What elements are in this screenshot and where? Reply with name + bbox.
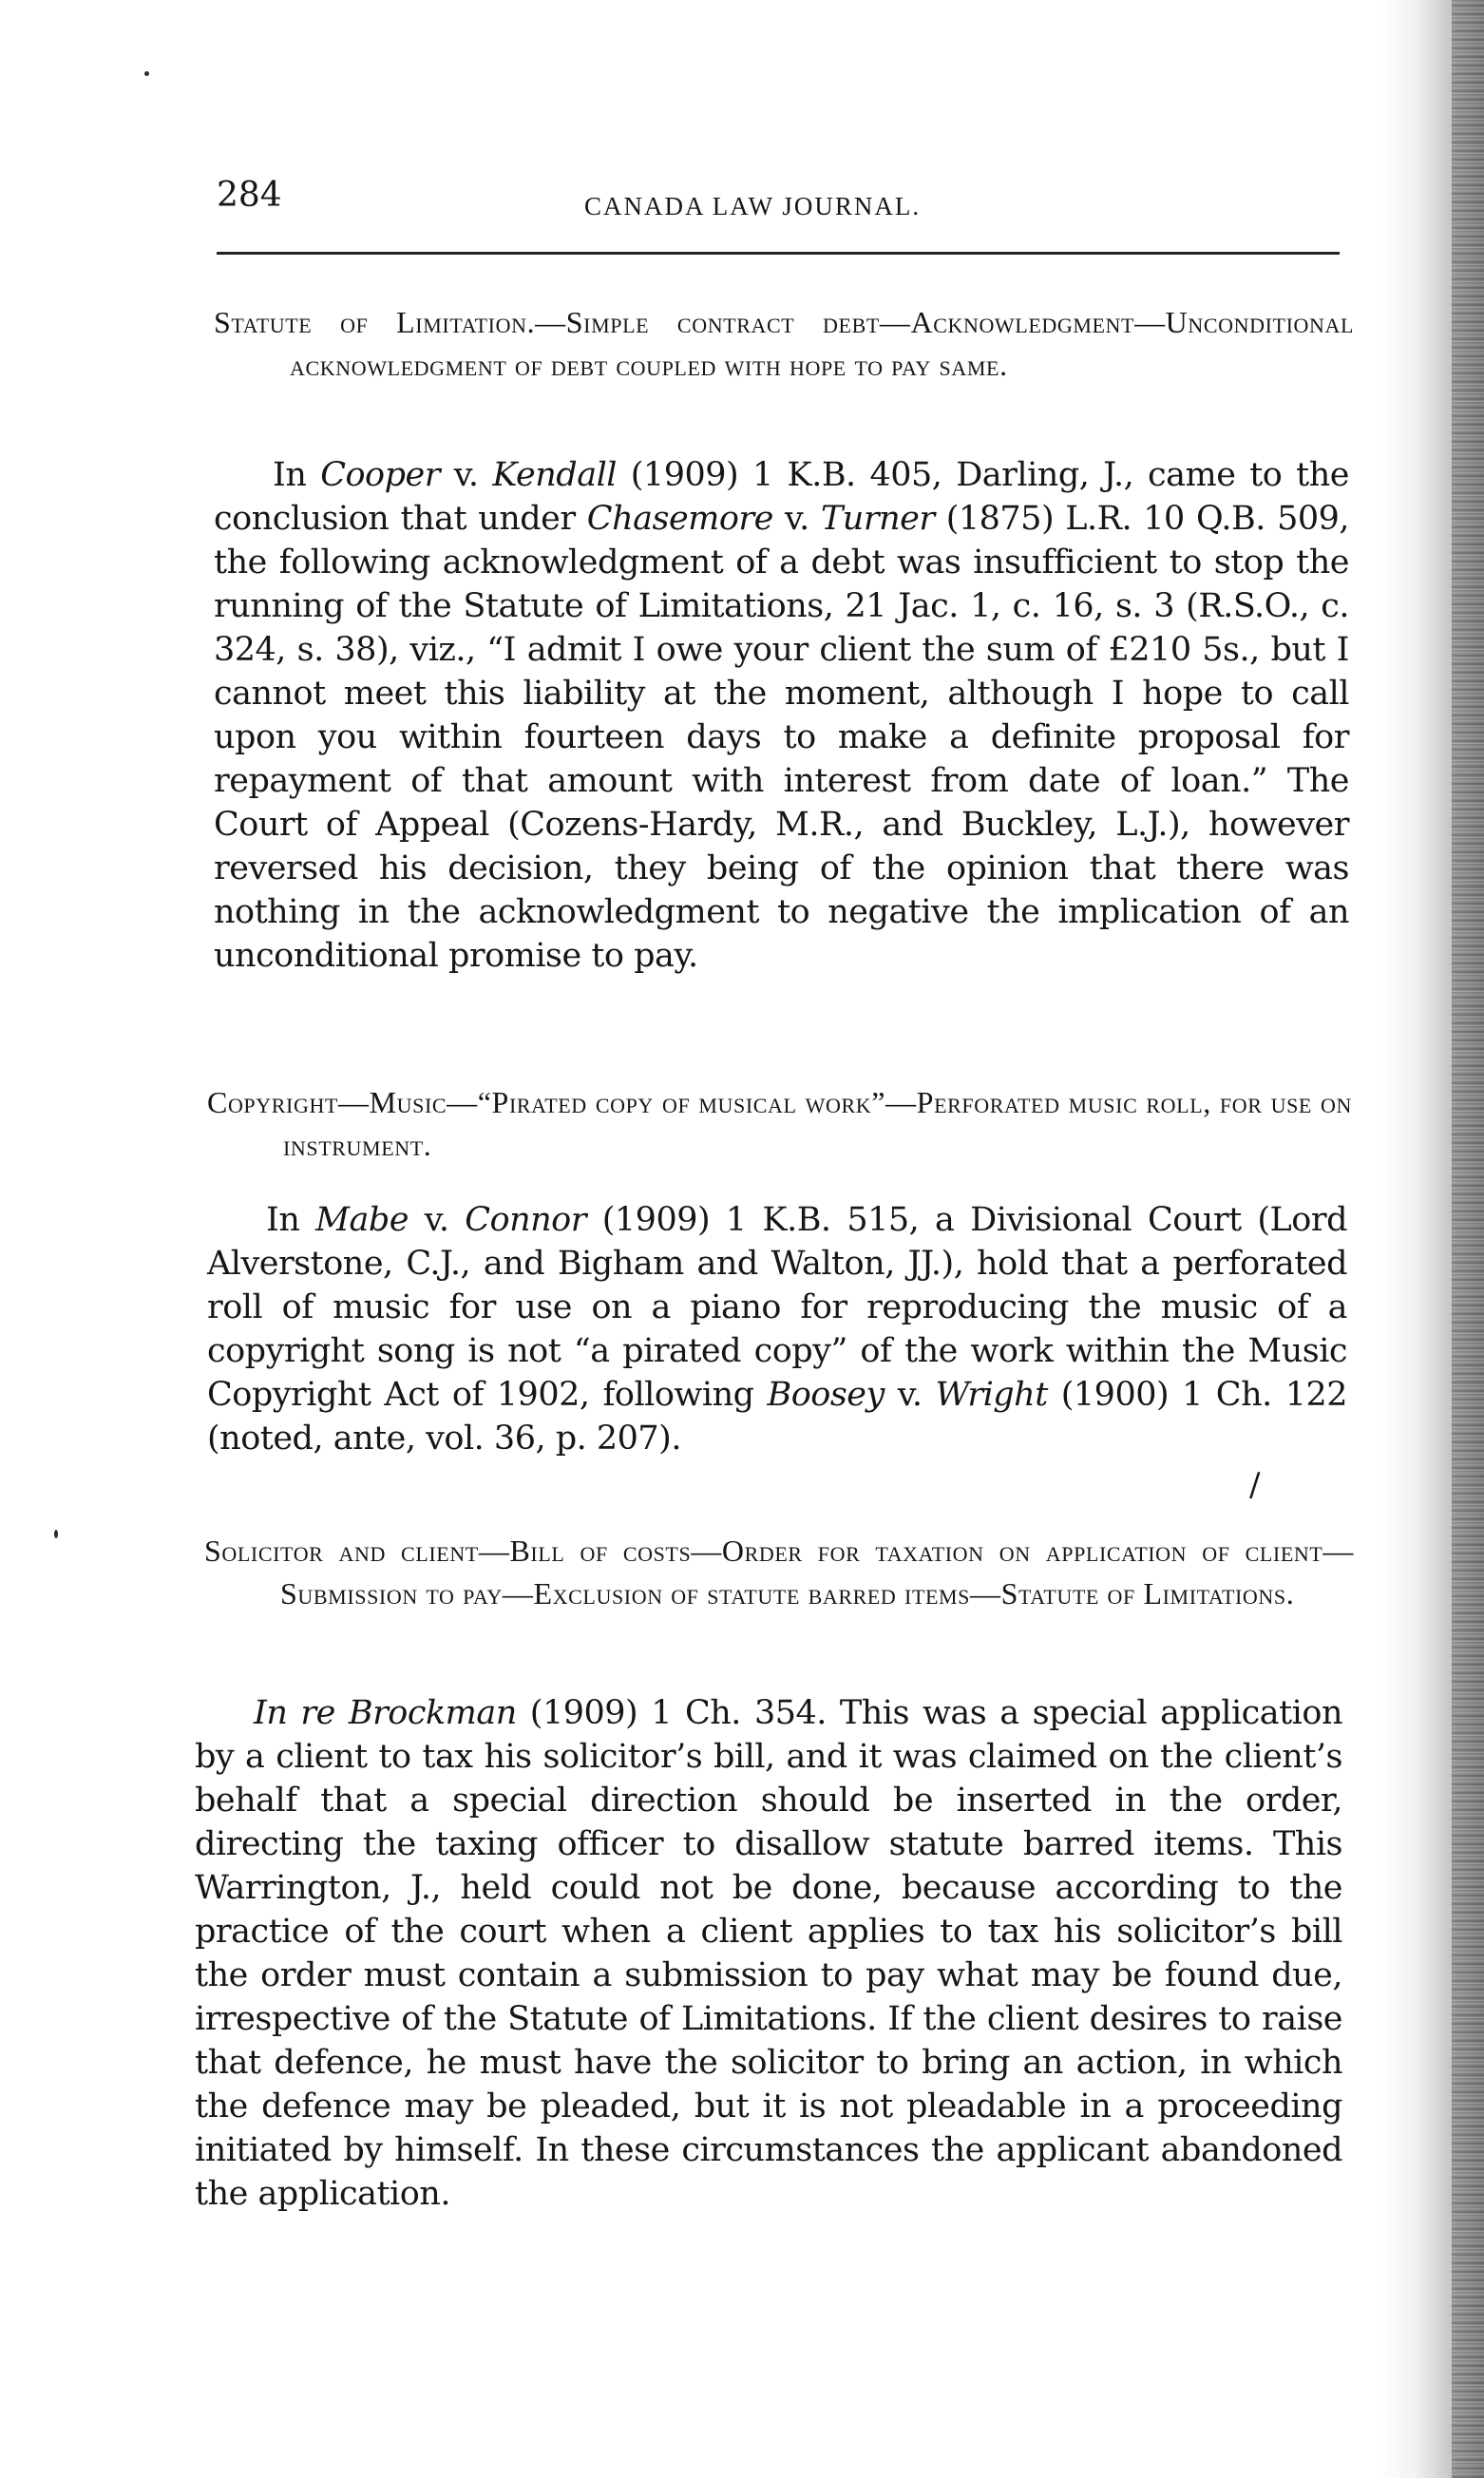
running-head: CANADA LAW JOURNAL. xyxy=(584,192,922,220)
body-text-run: (1875) L.R. 10 Q.B. 509, the following acknowledgment of a debt was insufficient to stop the running of the Statute of Limitations, 21 Jac. 1, c. 16, s. 3 (R.S.O., c. 324, s. 38), viz., “I admit I owe your client the sum of £210 5s., but I cannot meet this liability at the moment, although I hope to call upon you within fourteen days to make a definite proposal for repayment of that amount with interest from date of loan.” The Court of Appeal (Cozens-Hardy, M.R., and Buckley, L.J.), however reversed his decision, they being of the opinion that there was nothing in the acknowledgment to negative the implication of an unconditional promise to pay. xyxy=(214,500,1350,975)
section-heading-copyright: Copyright—Music—“Pirated copy of musical work”—Perforated music roll, for use on instrument. xyxy=(207,1085,1352,1162)
section-body-solicitor-and-client xyxy=(195,1691,1342,2216)
section-body-statute-of-limitation xyxy=(214,453,1349,978)
case-name: Cooper xyxy=(320,456,440,494)
body-text-run: In xyxy=(273,456,321,494)
body-text-run: v. xyxy=(884,1376,936,1414)
body-text-run: (1909) 1 Ch. 354. This was a special application by a client to tax his solicitor’s bill, and it was claimed on the client’s behalf that a special direction should be inserted in the order, directing the taxing officer to disallow statute barred items. This Warrington, J., held could not be done, because according to the practice of the court when a client applies to tax his solicitor’s bill the order must contain a submission to pay what may be found due, irrespective of the Statute of Limitations. If the client desires to raise that defence, he must have the solicitor to bring an action, in which the defence may be pleaded, but it is not pleadable in a proceeding initiated by himself. In these circumstances the applicant abandoned the application. xyxy=(195,1694,1342,2213)
case-name: Boosey xyxy=(767,1376,885,1414)
section-body-copyright xyxy=(207,1198,1347,1460)
case-name: Chasemore xyxy=(586,500,773,538)
section-heading-statute-of-limitation: Statute of Limitation.—Simple contract debt—Acknowledgment—Unconditional acknowledgment of debt coupled with hope to pay same. xyxy=(214,305,1354,382)
page-edge-scan-artifact xyxy=(1452,0,1484,2478)
case-name: Turner xyxy=(820,500,935,538)
scan-speck xyxy=(54,1530,58,1538)
section-heading-solicitor-and-client: Solicitor and client—Bill of costs—Order for taxation on application of client—Submission to pay—Exclusion of statute barred items—Statute of Limitations. xyxy=(204,1534,1354,1611)
body-text-run: v. xyxy=(772,500,821,538)
margin-tick-mark: / xyxy=(1249,1466,1261,1504)
case-name: Wright xyxy=(935,1376,1048,1414)
body-text-run: v. xyxy=(439,456,493,494)
case-name: Kendall xyxy=(492,456,617,494)
header-rule xyxy=(217,252,1340,255)
body-text-run: (1909) 1 K.B. 405, Darling, J., came to the conclusion that under xyxy=(214,456,1349,538)
case-name: Connor xyxy=(465,1201,586,1239)
body-text-run: (1909) 1 K.B. 515, a Divisional Court (Lord Alverstone, C.J., and Bigham and Walton, JJ.), hold that a perforated roll of music for use on a piano for reproducing the music of a copyright song is not “a pirated copy” of the work within the Music Copyright Act of 1902, following xyxy=(207,1201,1348,1414)
scan-speck xyxy=(144,71,149,76)
body-text-run: v. xyxy=(408,1201,466,1239)
body-text-run: (1900) 1 Ch. 122 (noted, ante, vol. 36, p. 207). xyxy=(207,1376,1348,1458)
case-name: In re Brockman xyxy=(254,1694,517,1732)
body-text-run: In xyxy=(266,1201,316,1239)
case-name: Mabe xyxy=(315,1201,409,1239)
page-number: 284 xyxy=(217,176,282,215)
